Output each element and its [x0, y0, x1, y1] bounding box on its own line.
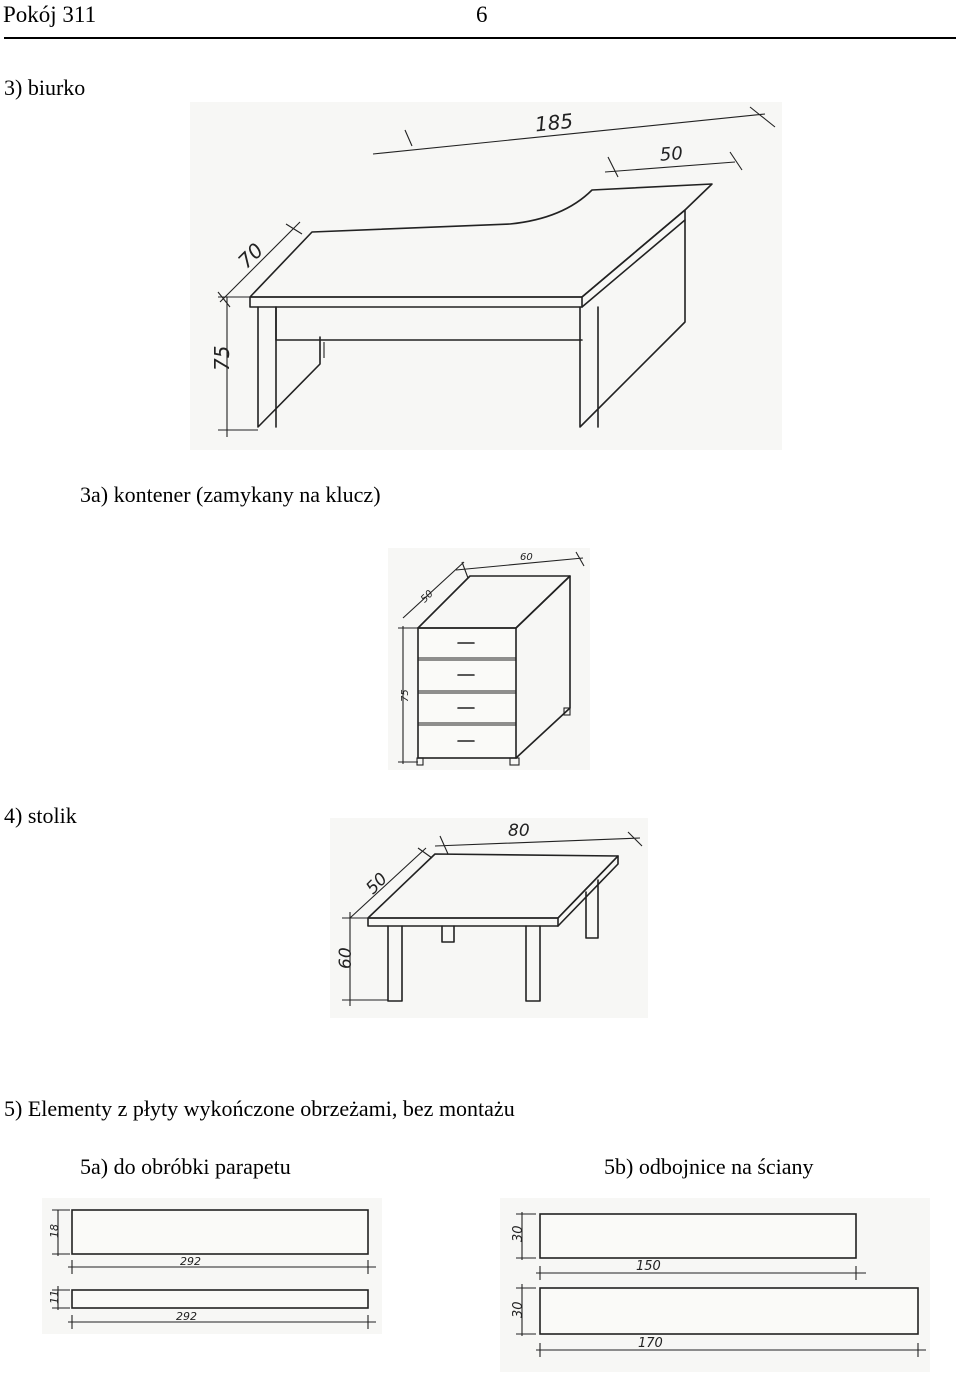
desk-depth-dim: 70	[233, 238, 268, 274]
sill-bottom-length-dim: 292	[176, 1310, 197, 1323]
section-sill-title: 5a) do obróbki parapetu	[80, 1154, 291, 1179]
room-label: Pokój 311	[3, 2, 97, 27]
sill-bottom-height-dim: 11	[48, 1290, 61, 1304]
table-depth-dim: 50	[362, 869, 392, 899]
desk-drawing	[190, 102, 782, 450]
table-drawing	[330, 818, 648, 1018]
sill-top-height-dim: 18	[48, 1224, 61, 1238]
container-width-dim: 60	[520, 552, 533, 563]
section-elements-title: 5) Elementy z płyty wykończone obrzeżami, bez montażu	[4, 1096, 515, 1121]
sill-drawing	[42, 1198, 382, 1334]
section-container-title: 3a) kontener (zamykany na klucz)	[80, 482, 381, 507]
page-header	[0, 0, 960, 40]
bumper-drawing	[500, 1198, 930, 1372]
container-height-dim: 75	[400, 689, 411, 702]
container-drawing	[388, 548, 590, 770]
page-number: 6	[476, 2, 488, 27]
section-desk-title: 3) biurko	[4, 75, 86, 100]
desk-side-dim: 50	[659, 143, 684, 166]
desk-height-dim: 75	[210, 345, 234, 371]
section-bumper-title: 5b) odbojnice na ściany	[604, 1154, 814, 1179]
table-height-dim: 60	[336, 947, 356, 969]
bumper-top-height-dim: 30	[511, 1225, 526, 1242]
container-depth-dim: 50	[418, 588, 436, 606]
sill-top-length-dim: 292	[180, 1255, 201, 1268]
table-length-dim: 80	[508, 821, 530, 841]
bumper-bottom-height-dim: 30	[511, 1301, 526, 1318]
bumper-bottom-length-dim: 170	[638, 1336, 663, 1351]
header-rule	[4, 37, 956, 39]
bumper-top-length-dim: 150	[636, 1259, 661, 1274]
desk-length-dim: 185	[533, 108, 575, 137]
section-table-title: 4) stolik	[4, 803, 77, 828]
